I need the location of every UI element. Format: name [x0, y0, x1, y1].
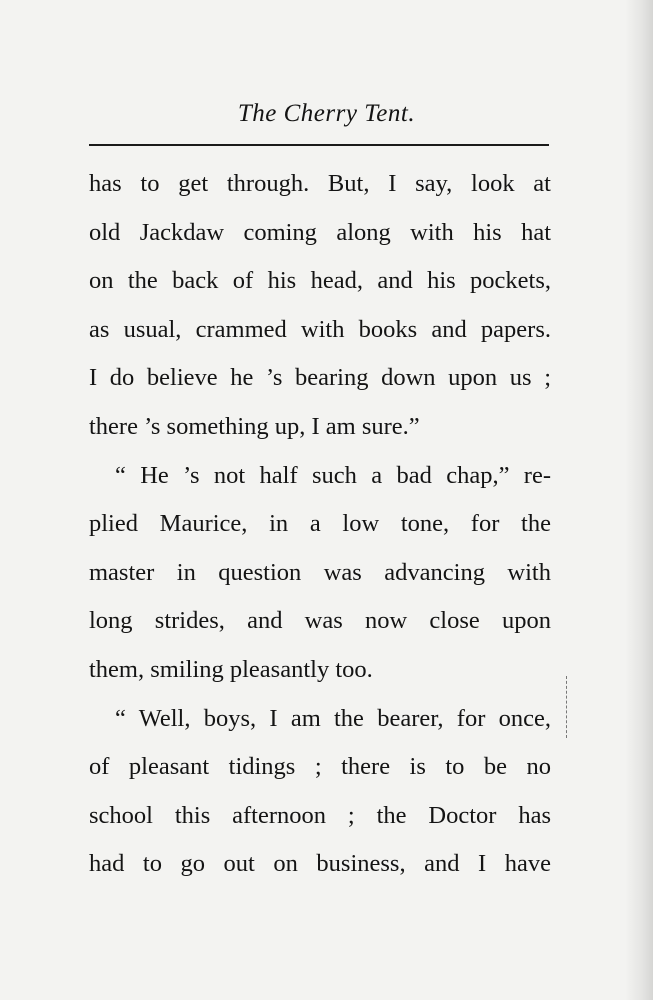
text-line: master in question was advancing with [89, 558, 551, 586]
margin-pencil-mark [566, 676, 569, 738]
text-line: them, smiling pleasantly too. [89, 655, 373, 683]
text-line: “ Well, boys, I am the bearer, for once, [115, 704, 551, 732]
running-header-title: The Cherry Tent. [237, 100, 416, 127]
text-line: on the back of his head, and his pockets, [89, 267, 551, 295]
text-line: I do believe he ’s bearing down upon us ; [89, 364, 551, 392]
text-line: “ He ’s not half such a bad chap,” re- [115, 461, 551, 489]
body-text [89, 160, 551, 889]
header-rule [89, 144, 549, 146]
text-line: of pleasant tidings ; there is to be no [89, 753, 551, 781]
text-line: as usual, crammed with books and papers. [89, 315, 551, 343]
text-line: plied Maurice, in a low tone, for the [89, 510, 551, 538]
text-line: long strides, and was now close upon [89, 607, 551, 635]
page-edge-shadow [625, 0, 653, 1000]
text-line: has to get through. But, I say, look at [89, 170, 551, 197]
text-line: old Jackdaw coming along with his hat [89, 218, 551, 246]
text-line: had to go out on business, and I have [89, 850, 551, 878]
text-line: school this afternoon ; the Doctor has [89, 801, 551, 829]
text-line: there ’s something up, I am sure.” [89, 412, 420, 440]
